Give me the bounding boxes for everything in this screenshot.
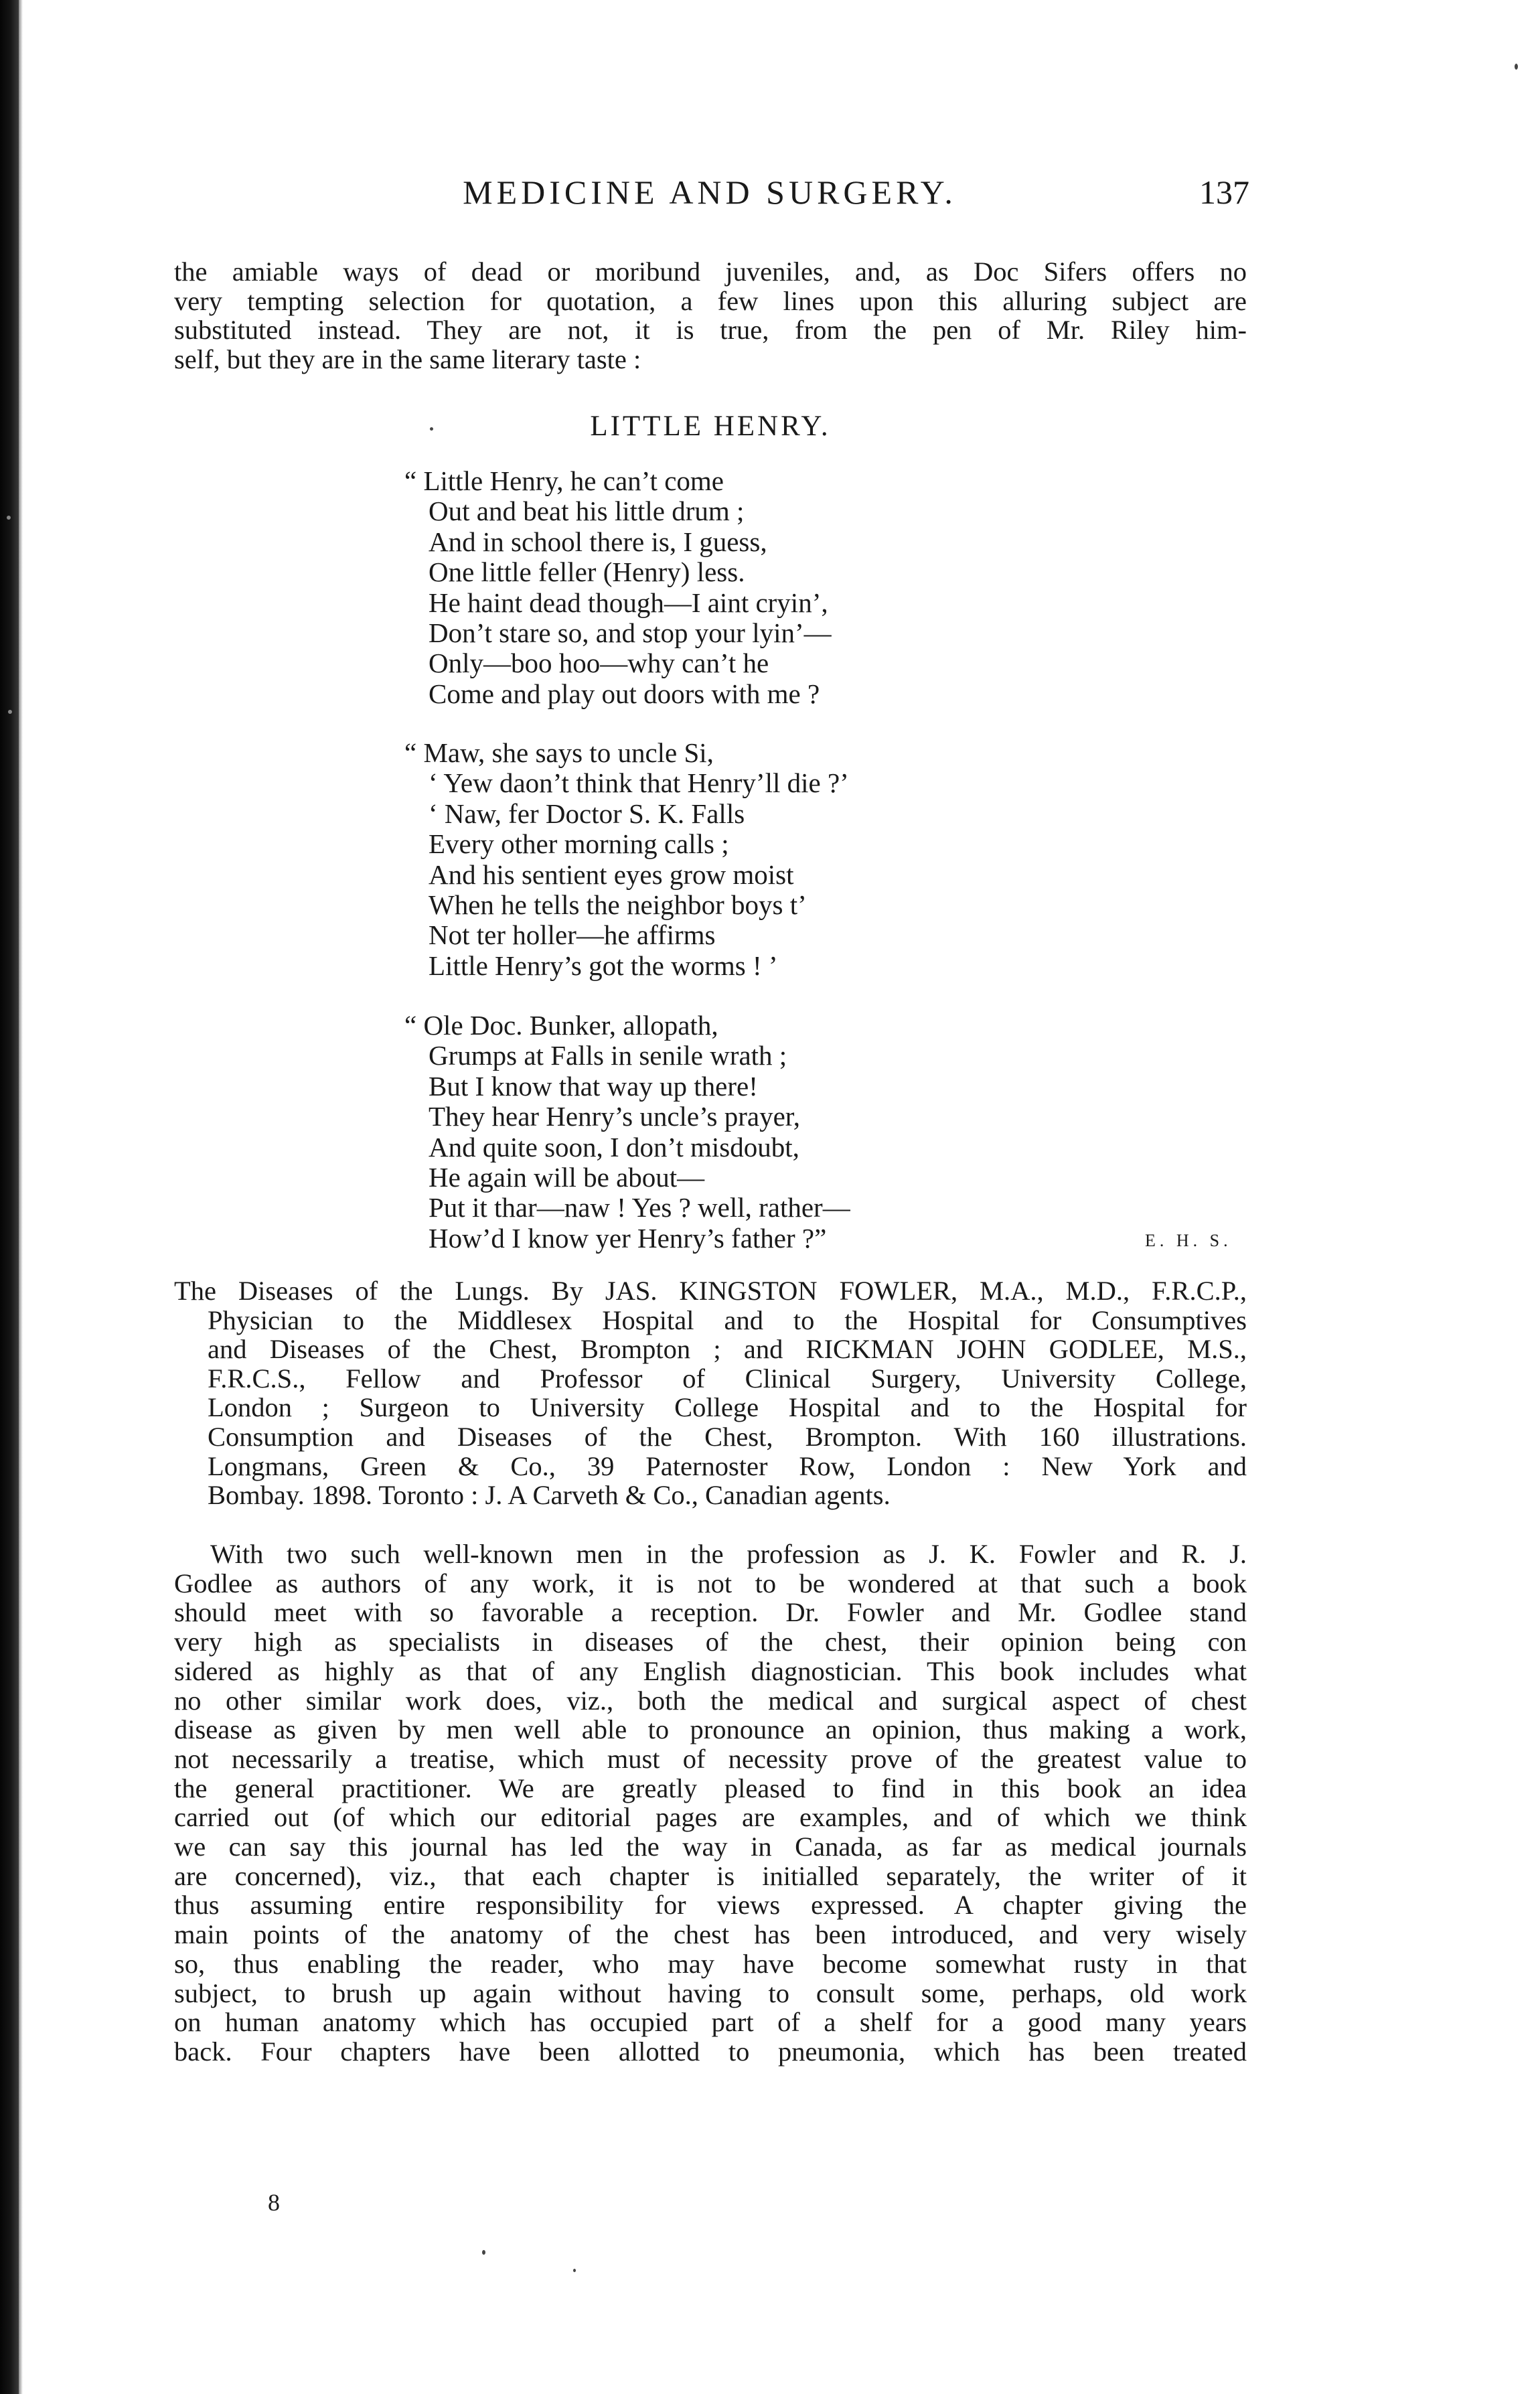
citation-line: London ; Surgeon to University College Hospital and to the Hospital for [208,1392,1247,1423]
poem-line: When he tells the neighbor boys t’ [429,889,807,921]
running-head: MEDICINE AND SURGERY. [463,173,957,211]
text-line: no other similar work does, viz., both the medical and surgical aspect of chest [174,1685,1247,1716]
text-line: disease as given by men well able to pronounce an opinion, thus making a work, [174,1714,1247,1745]
page-gutter-edge [19,0,23,2394]
scan-speck [7,516,11,520]
poem-line: But I know that way up there! [429,1070,758,1102]
text-line: we can say this journal has led the way in Canada, as far as medical journals [174,1831,1247,1862]
poem-line: Come and play out doors with me ? [429,678,820,709]
text-line: very high as specialists in diseases of the chest, their opinion being con [174,1627,1247,1657]
scan-speck [573,2269,576,2272]
poem-line: ‘ Yew daon’t think that Henry’ll die ?’ [429,767,849,799]
text-line: main points of the anatomy of the chest has been introduced, and very wisely [174,1919,1247,1950]
text-line: so, thus enabling the reader, who may have become somewhat rusty in that [174,1948,1247,1979]
poem-line: Only—boo hoo—why can’t he [429,648,769,679]
intro-paragraph [174,257,1247,374]
poem-line: He haint dead though—I aint cryin’, [429,587,828,618]
poem-line: Don’t stare so, and stop your lyin’— [429,617,832,649]
poem-line: They hear Henry’s uncle’s prayer, [429,1101,801,1132]
text-line: very tempting selection for quotation, a few lines upon this alluring subject are [174,285,1247,316]
citation-line: The Diseases of the Lungs. By JAS. KINGSTON FOWLER, M.A., M.D., F.R.C.P., [174,1276,1247,1306]
poem-author-initials: E. H. S. [1145,1231,1232,1250]
scan-speck [1515,64,1518,70]
text-line: thus assuming entire responsibility for views expressed. A chapter giving the [174,1890,1247,1921]
poem-line: Every other morning calls ; [429,828,729,860]
citation-line: Consumption and Diseases of the Chest, Brompton. With 160 illustrations. [208,1421,1247,1452]
book-spine-shadow [0,0,19,2394]
text-line: With two such well-known men in the profession as J. K. Fowler and R. J. [210,1539,1247,1569]
poem-line: And in school there is, I guess, [429,526,767,557]
text-line: the general practitioner. We are greatly pleased to find in this book an idea [174,1773,1247,1803]
page-header [174,173,1249,220]
text-line: sidered as highly as that of any English diagnostician. This book includes what [174,1655,1247,1686]
text-line: substituted instead. They are not, it is true, from the pen of Mr. Riley him- [174,315,1247,346]
text-line: are concerned), viz., that each chapter is initialled separately, the writer of it [174,1860,1247,1891]
poem-line: Little Henry’s got the worms ! ’ [429,950,778,981]
citation-line: Physician to the Middlesex Hospital and to the Hospital for Consumptives [208,1304,1247,1335]
poem-stanza [404,1010,1232,1254]
text-line: not necessarily a treatise, which must of necessity prove of the greatest value to [174,1743,1247,1774]
poem-stanza [404,465,1232,709]
text-line: subject, to brush up again without having to consult some, perhaps, old work [174,1977,1247,2008]
book-citation [174,1276,1247,1511]
poem-line: “ Little Henry, he can’t come [404,465,724,496]
citation-line: Bombay. 1898. Toronto : J. A Carveth & Co., Canadian agents. [208,1480,891,1511]
text-line: back. Four chapters have been allotted to pneumonia, which has been treated [174,2036,1247,2067]
text-line: on human anatomy which has occupied part of a shelf for a good many years [174,2007,1247,2038]
text-line: should meet with so favorable a reception. Dr. Fowler and Mr. Godlee stand [174,1597,1247,1628]
signature-mark: 8 [268,2189,280,2216]
review-paragraph [174,1540,1247,2067]
citation-line: F.R.C.S., Fellow and Professor of Clinical Surgery, University College, [208,1363,1247,1394]
poem-line: One little feller (Henry) less. [429,556,745,588]
poem-line: And his sentient eyes grow moist [429,858,794,890]
scan-speck [8,710,12,714]
scan-speck [482,2250,485,2255]
text-line: self, but they are in the same literary taste : [174,344,641,375]
poem-line: ‘ Naw, fer Doctor S. K. Falls [429,798,745,829]
poem-line: Put it thar—naw ! Yes ? well, rather— [429,1192,850,1223]
text-line: the amiable ways of dead or moribund juveniles, and, as Doc Sifers offers no [174,256,1247,287]
text-line: carried out (of which our editorial pages are examples, and of which we think [174,1802,1247,1833]
citation-line: and Diseases of the Chest, Brompton ; and RICKMAN JOHN GODLEE, M.S., [208,1334,1247,1365]
poem-stanza [404,737,1232,981]
poem-line: Not ter holler—he affirms [429,919,716,951]
poem-line: Out and beat his little drum ; [429,496,745,527]
poem-line: “ Maw, she says to uncle Si, [404,737,714,768]
poem-line: And quite soon, I don’t misdoubt, [429,1131,799,1163]
poem-line: Grumps at Falls in senile wrath ; [429,1040,787,1071]
poem-line: How’d I know yer Henry’s father ?” [429,1222,827,1254]
poem-title: LITTLE HENRY. [590,410,831,442]
text-line: Godlee as authors of any work, it is not to be wondered at that such a book [174,1568,1247,1598]
citation-line: Longmans, Green & Co., 39 Paternoster Row, London : New York and [208,1450,1247,1481]
page-number: 137 [1199,173,1249,211]
poem-line: He again will be about— [429,1162,705,1193]
poem-line: “ Ole Doc. Bunker, allopath, [404,1010,718,1041]
